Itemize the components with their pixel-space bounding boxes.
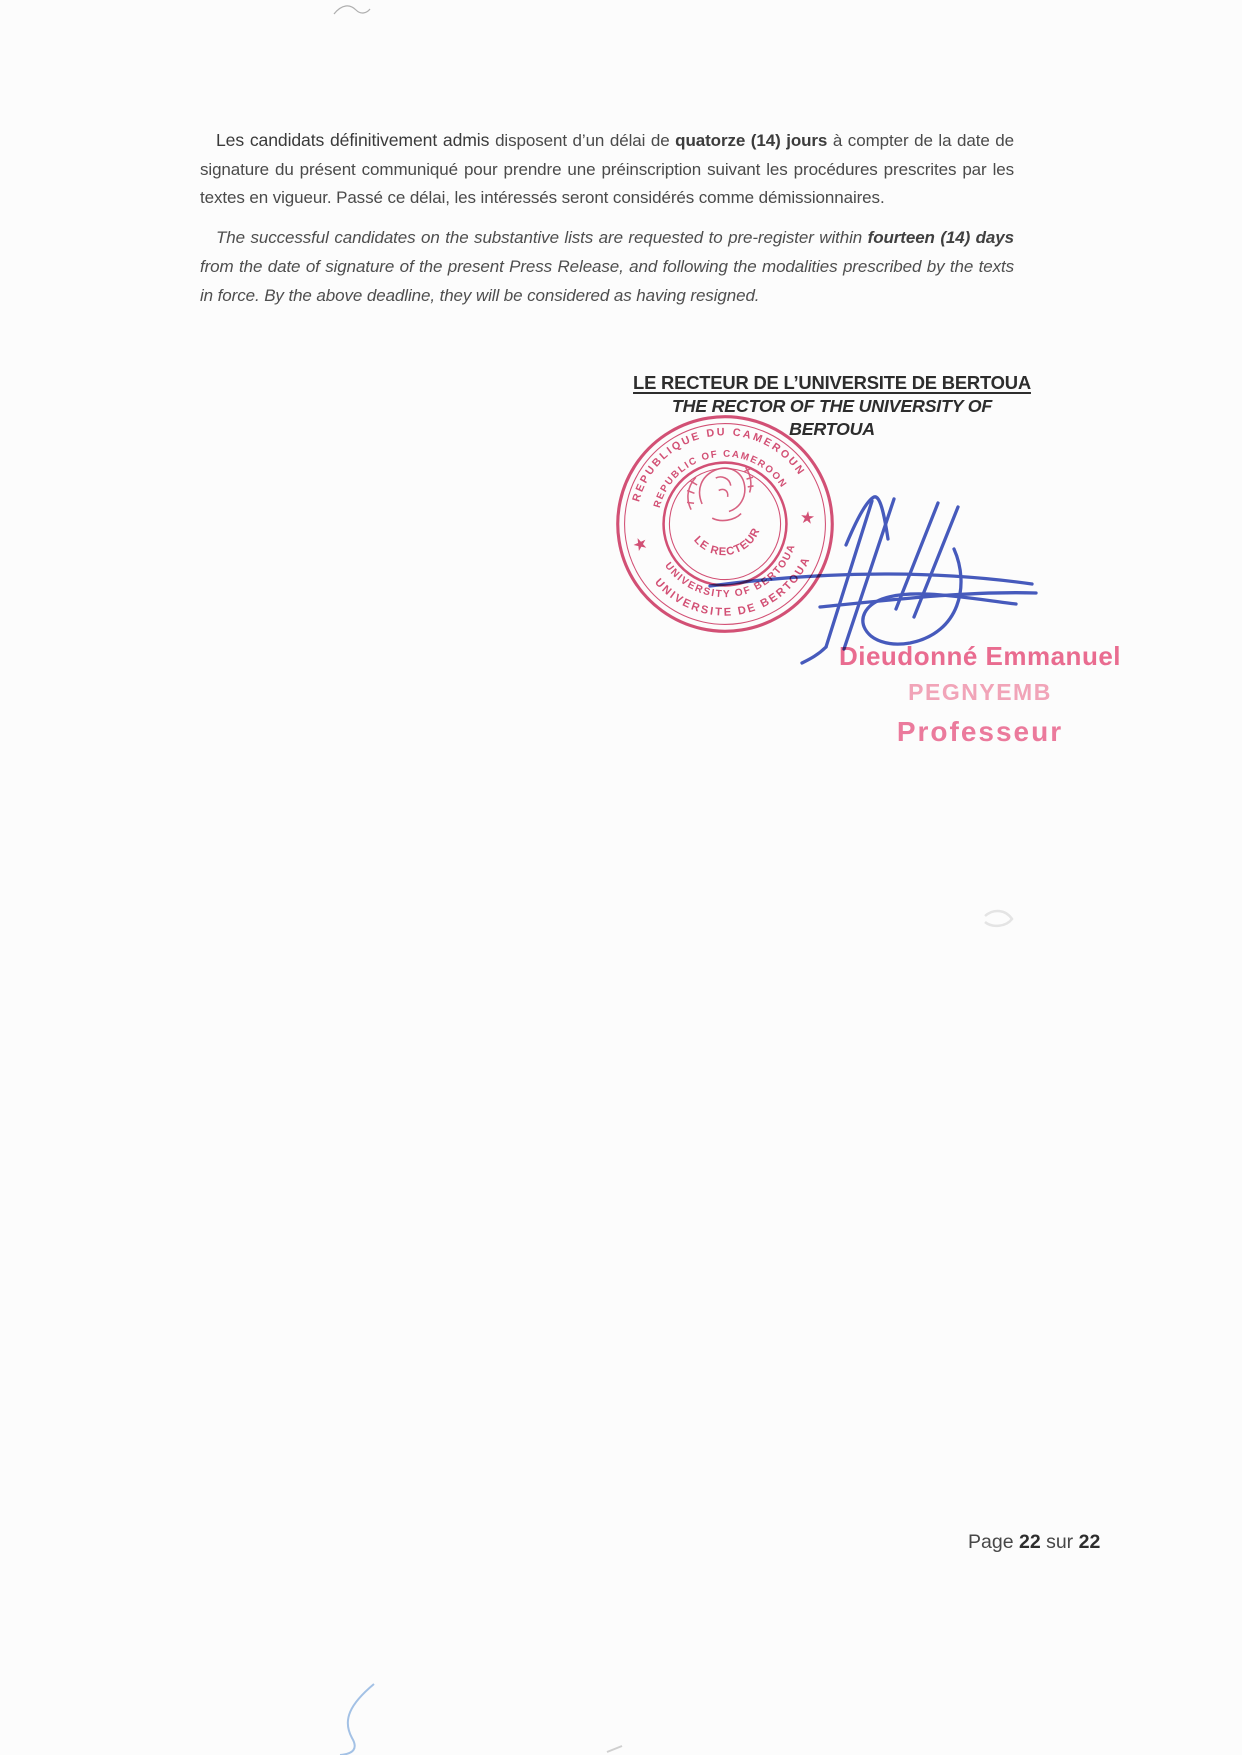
stamp-arc-university-of-bertoua: UNIVERSITY OF BERTOUA xyxy=(662,542,799,601)
signer-first-names: Dieudonné Emmanuel xyxy=(838,641,1122,671)
paragraph-english-pre: The successful candidates on the substantive lists are requested to pre-register within xyxy=(216,227,868,247)
stamp-arc-republic-of-cameroon: REPUBLIC OF CAMEROON xyxy=(651,448,790,510)
paragraph-english xyxy=(200,223,1014,310)
scan-artifact-bottom-pen-mark xyxy=(332,1682,392,1755)
stamp-star-right-icon: ★ xyxy=(799,509,815,528)
paragraph-french-lead: Les candidats définitivement admis xyxy=(216,130,496,150)
signer-last-name: PEGNYEMB xyxy=(908,679,1052,705)
signer-name-stamp xyxy=(808,641,1152,748)
paragraph-french-bold-delay: quatorze (14) jours xyxy=(675,131,828,150)
body-text-block xyxy=(200,126,1014,310)
paragraph-english-bold-delay: fourteen (14) days xyxy=(867,227,1014,247)
stamp-arc-universite-de-bertoua: UNIVERSITE DE BERTOUA xyxy=(652,554,814,619)
paragraph-french xyxy=(200,126,1014,213)
stamp-star-left-icon: ★ xyxy=(631,534,650,555)
signer-role: Professeur xyxy=(896,716,1064,747)
footer-separator: sur xyxy=(1040,1531,1079,1553)
footer-page-label: Page xyxy=(968,1531,1019,1553)
rector-title-english: THE RECTOR OF THE UNIVERSITY OF BERTOUA xyxy=(671,395,993,439)
footer-current-page: 22 xyxy=(1018,1531,1041,1553)
rector-title-french: LE RECTEUR DE L’UNIVERSITE DE BERTOUA xyxy=(633,372,1031,393)
scan-artifact-bottom-speck xyxy=(606,1744,626,1754)
stamp-center-le-recteur: LE RECTEUR xyxy=(691,525,763,559)
scan-artifact-top-squiggle xyxy=(332,2,372,18)
scan-artifact-right-smudge xyxy=(982,906,1016,934)
page-footer xyxy=(968,1531,1100,1554)
footer-total-pages: 22 xyxy=(1078,1531,1101,1553)
paragraph-french-rest: à compter de la date de signature du présent communiqué pour prendre une préinscription suivant les procédures prescrites par les textes en vigueur. Passé ce délai, les intéressés seront considérés comme démissionnaires. xyxy=(200,131,1014,207)
stamp-arc-republique-du-cameroun: REPUBLIQUE DU CAMEROUN xyxy=(630,426,808,504)
paragraph-french-mid: disposent d’un délai de xyxy=(495,131,676,150)
paragraph-english-rest: from the date of signature of the present Press Release, and following the modalities prescribed by the texts in force. By the above deadline, they will be considered as having resigned. xyxy=(200,256,1014,305)
